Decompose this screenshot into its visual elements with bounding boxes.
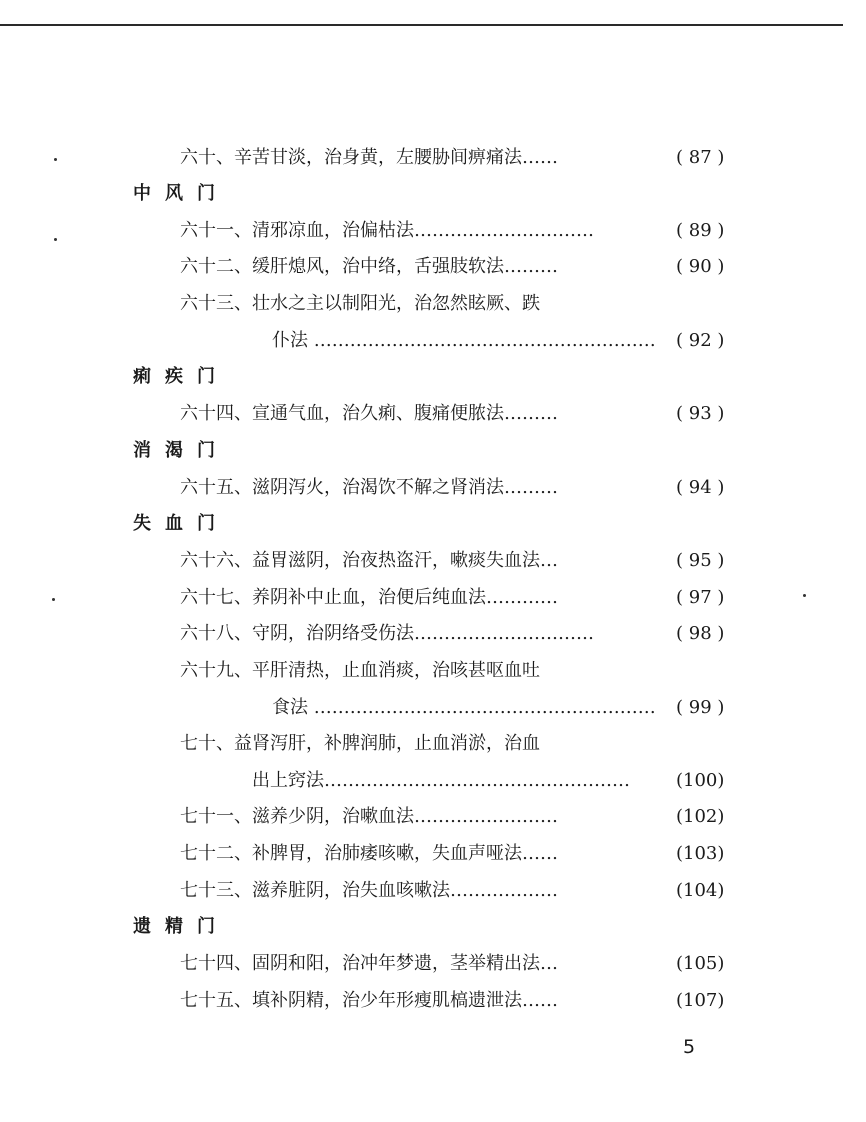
toc-entry-75 <box>180 990 558 1012</box>
toc-entry-page: ( 90 ) <box>676 256 725 277</box>
toc-entry-73 <box>180 880 558 902</box>
toc-entry-page: ( 92 ) <box>676 330 725 351</box>
toc-entry-page: (105) <box>676 953 725 974</box>
toc-entry-71 <box>180 806 558 828</box>
toc-entry-text: 六十九、平肝清热，止血消痰，治咳甚呕血吐 <box>180 660 540 681</box>
toc-entry-64 <box>180 403 558 425</box>
toc-entry-page: (104) <box>676 880 725 901</box>
section-heading-liji: 痢疾门 <box>133 366 229 387</box>
toc-entry-text: 七十四、固阴和阳，治冲年梦遗，茎举精出法… <box>180 953 558 974</box>
toc-entry-page: ( 97 ) <box>676 587 725 608</box>
toc-entry-69 <box>180 660 540 682</box>
toc-entry-65 <box>180 477 558 499</box>
toc-entry-72 <box>180 843 558 865</box>
toc-entry-text: 六十八、守阴，治阴络受伤法………………………… <box>180 623 594 644</box>
toc-entry-text: 出上窍法…………………………………………… <box>252 770 630 791</box>
toc-entry-text: 六十六、益胃滋阴，治夜热盗汗，嗽痰失血法… <box>180 550 558 571</box>
toc-entry-text: 七十、益肾泻肝，补脾润肺，止血消淤，治血 <box>180 733 540 754</box>
scan-speck <box>803 594 806 597</box>
section-heading-yijing: 遗精门 <box>133 916 229 937</box>
toc-entry-63-cont <box>272 330 656 352</box>
toc-entry-text: 仆法 ………………………………………………… <box>272 330 656 351</box>
toc-entry-text: 食法 ………………………………………………… <box>272 697 656 718</box>
toc-entry-text: 七十三、滋养脏阴，治失血咳嗽法……………… <box>180 880 558 901</box>
toc-entry-text: 六十一、清邪凉血，治偏枯法………………………… <box>180 220 594 241</box>
toc-entry-70 <box>180 733 540 755</box>
toc-entry-61 <box>180 220 594 242</box>
toc-entry-text: 六十、辛苦甘淡，治身黄，左腰胁间痹痛法…… <box>180 147 558 168</box>
toc-entry-page: ( 99 ) <box>676 697 725 718</box>
toc-entry-69-cont <box>272 697 656 719</box>
toc-entry-62 <box>180 256 558 278</box>
toc-entry-70-cont <box>252 770 630 792</box>
toc-entry-page: ( 94 ) <box>676 477 725 498</box>
toc-entry-67 <box>180 587 558 609</box>
toc-entry-text: 七十二、补脾胃，治肺痿咳嗽，失血声哑法…… <box>180 843 558 864</box>
toc-entry-page: (103) <box>676 843 725 864</box>
scan-speck <box>54 158 57 161</box>
toc-entry-text: 六十五、滋阴泻火，治渴饮不解之肾消法……… <box>180 477 558 498</box>
toc-entry-60 <box>180 147 558 169</box>
section-heading-zhongfeng: 中风门 <box>133 183 229 204</box>
toc-entry-66 <box>180 550 558 572</box>
toc-entry-text: 六十三、壮水之主以制阳光，治忽然眩厥、跌 <box>180 293 540 314</box>
toc-entry-page: (100) <box>676 770 725 791</box>
toc-entry-68 <box>180 623 594 645</box>
toc-entry-page: ( 93 ) <box>676 403 725 424</box>
toc-entry-text: 六十七、养阴补中止血，治便后纯血法………… <box>180 587 558 608</box>
toc-entry-page: (107) <box>676 990 725 1011</box>
scan-speck <box>54 238 57 241</box>
toc-entry-page: ( 95 ) <box>676 550 725 571</box>
toc-entry-page: (102) <box>676 806 725 827</box>
page-number: 5 <box>683 1036 696 1058</box>
section-heading-shixue: 失血门 <box>133 513 229 534</box>
toc-entry-74 <box>180 953 558 975</box>
section-heading-xiaoke: 消渴门 <box>133 440 229 461</box>
toc-entry-text: 七十一、滋养少阴，治嗽血法…………………… <box>180 806 558 827</box>
toc-entry-text: 六十四、宣通气血，治久痢、腹痛便脓法……… <box>180 403 558 424</box>
scan-speck <box>52 598 55 601</box>
toc-entry-63 <box>180 293 540 315</box>
toc-entry-page: ( 98 ) <box>676 623 725 644</box>
toc-entry-text: 七十五、填补阴精，治少年形瘦肌槁遗泄法…… <box>180 990 558 1011</box>
toc-entry-page: ( 87 ) <box>676 147 725 168</box>
toc-entry-page: ( 89 ) <box>676 220 725 241</box>
toc-entry-text: 六十二、缓肝熄风，治中络，舌强肢软法……… <box>180 256 558 277</box>
